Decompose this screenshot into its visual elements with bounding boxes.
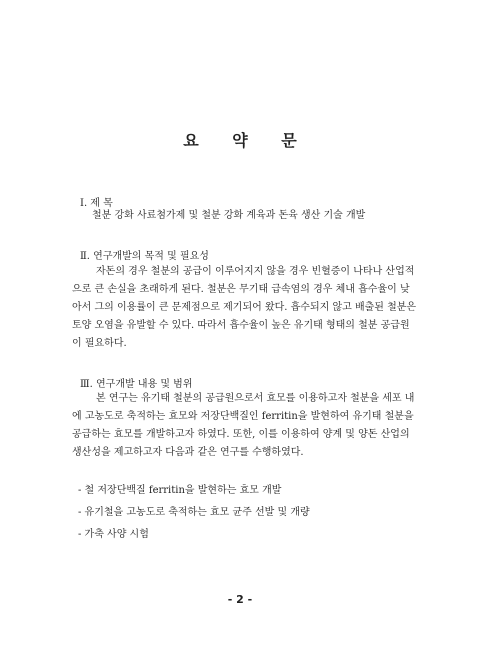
page-title: 요 약 문 xyxy=(183,131,311,150)
list-item: - 유기철을 고농도로 축적하는 효모 균주 선발 및 개량 xyxy=(78,507,310,518)
section-3-line: 에 고농도로 축적하는 효모와 저장단백질인 ferritin을 발현하여 유기태 철분을 xyxy=(72,411,414,422)
section-3-heading: Ⅲ. 연구개발 내용 및 범위 xyxy=(80,379,193,390)
section-2-line: 아서 그의 이용률이 큰 문제점으로 제기되어 왔다. 흡수되지 않고 배출된 철분은 xyxy=(72,302,417,313)
section-2-line: 으로 큰 손실을 초래하게 된다. 철분은 무기태 급속염의 경우 체내 흡수율이 낮 xyxy=(72,284,410,295)
page-number: - 2 - xyxy=(227,593,253,606)
section-1-text: 철분 강화 사료첨가제 및 철분 강화 계육과 돈육 생산 기술 개발 xyxy=(92,210,366,221)
list-item: - 철 저장단백질 ferritin을 발현하는 효모 개발 xyxy=(78,485,282,496)
section-3-line: 생산성을 제고하고자 다음과 같은 연구를 수행하였다. xyxy=(72,447,304,458)
list-item: - 가축 사양 시험 xyxy=(78,529,149,540)
section-2-line: 이 필요하다. xyxy=(72,338,127,349)
section-1-heading: Ⅰ. 제 목 xyxy=(80,198,113,209)
section-2-heading: Ⅱ. 연구개발의 목적 및 필요성 xyxy=(80,251,209,262)
section-2-line: 토양 오염을 유발할 수 있다. 따라서 흡수율이 높은 유기태 형태의 철분 공급원 xyxy=(72,320,410,331)
section-3-line: 공급하는 효모를 개발하고자 하였다. 또한, 이를 이용하여 양계 및 양돈 산업의 xyxy=(72,429,410,440)
section-3-line: 본 연구는 유기태 철분의 공급원으로서 효모를 이용하고자 철분을 세포 내 xyxy=(96,393,415,404)
section-2-line: 자돈의 경우 철분의 공급이 이루어지지 않을 경우 빈혈증이 나타나 산업적 xyxy=(96,266,415,277)
